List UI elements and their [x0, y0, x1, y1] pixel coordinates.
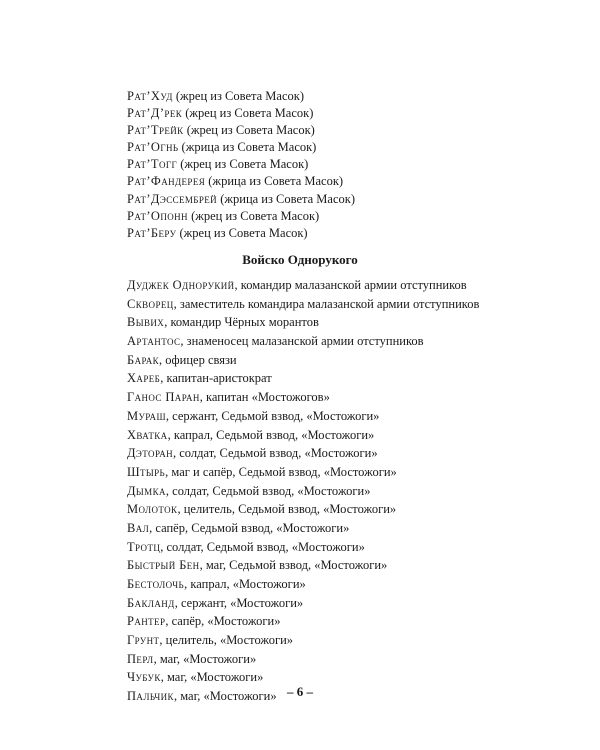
masks-council-entry: [127, 191, 355, 208]
army-roster-entry: [127, 409, 507, 425]
character-name: Рат’Тогг: [127, 157, 178, 172]
character-name: Бакланд: [127, 595, 175, 610]
masks-council-list: [127, 88, 355, 242]
character-name: Дымка: [127, 483, 166, 498]
character-description: , капрал, Седьмой взвод, «Мостожоги»: [167, 427, 375, 442]
masks-council-entry: [127, 139, 355, 156]
character-description: (жрец из Совета Масок): [180, 157, 309, 172]
character-name: Рат’Д’рек: [127, 106, 183, 121]
page-number: – 6 –: [287, 684, 313, 699]
character-name: Рат’Трейк: [127, 123, 184, 138]
character-name: Перл: [127, 651, 154, 666]
character-description: (жрица из Совета Масок): [208, 174, 344, 189]
character-name: Грунт: [127, 633, 160, 648]
character-description: , капрал, «Мостожоги»: [184, 577, 306, 591]
character-description: (жрец из Совета Масок): [191, 208, 320, 223]
character-description: , маг, «Мостожоги»: [153, 651, 257, 666]
character-description: (жрец из Совета Масок): [175, 89, 304, 103]
character-name: Дуджек Однорукий: [127, 278, 235, 292]
character-name: Хареб: [127, 371, 161, 386]
character-name: Молоток: [127, 502, 178, 517]
character-description: , заместитель командира малазанской армии отступников: [173, 296, 480, 311]
character-description: , маг и сапёр, Седьмой взвод, «Мостожоги»: [165, 464, 397, 479]
character-name: Вывих: [127, 315, 165, 330]
character-description: , солдат, Седьмой взвод, «Мостожоги»: [160, 539, 365, 554]
masks-council-entry: [127, 156, 355, 173]
character-description: (жрица из Совета Масок): [181, 140, 317, 155]
army-roster-entry: [127, 297, 507, 313]
masks-council-entry: [127, 225, 355, 242]
army-roster-entry: [127, 577, 507, 593]
army-roster-entry: [127, 371, 507, 387]
character-name: Пальчик: [127, 689, 174, 704]
character-name: Рат’Худ: [127, 89, 173, 103]
army-roster-entry: [127, 484, 507, 500]
character-description: (жрец из Совета Масок): [179, 225, 308, 240]
character-description: , целитель, Седьмой взвод, «Мостожоги»: [177, 502, 397, 517]
character-description: , сапёр, «Мостожоги»: [165, 614, 281, 629]
army-roster-entry: [127, 652, 507, 668]
character-description: , солдат, Седьмой взвод, «Мостожоги»: [173, 446, 378, 461]
character-name: Рантер: [127, 614, 166, 629]
masks-council-entry: [127, 105, 355, 122]
character-name: Скворец: [127, 296, 174, 311]
character-description: , сапёр, Седьмой взвод, «Мостожоги»: [149, 520, 350, 535]
character-description: , маг, «Мостожоги»: [160, 670, 264, 685]
character-name: Рат’Фандерея: [127, 174, 206, 189]
army-roster-entry: [127, 633, 507, 649]
army-roster-entry: [127, 521, 507, 537]
army-roster-entry: [127, 596, 507, 612]
character-description: , командир малазанской армии отступников: [234, 278, 467, 292]
army-roster-entry: [127, 540, 507, 556]
character-name: Рат’Опонн: [127, 208, 188, 223]
character-name: Рат’Дэссембрей: [127, 191, 218, 206]
character-name: Рат’Беру: [127, 225, 177, 240]
army-roster-entry: [127, 390, 507, 406]
masks-council-entry: [127, 122, 355, 139]
army-roster-entry: [127, 315, 507, 331]
character-description: , командир Чёрных морантов: [164, 315, 319, 330]
character-name: Дэторан: [127, 446, 173, 461]
character-description: (жрец из Совета Масок): [186, 123, 315, 138]
character-name: Тротц: [127, 539, 161, 554]
character-name: Штырь: [127, 464, 166, 479]
character-name: Мураш: [127, 408, 166, 423]
army-roster-entry: [127, 428, 507, 444]
character-name: Рат’Огнь: [127, 140, 179, 155]
army-roster-list: [127, 278, 507, 708]
character-description: (жрец из Совета Масок): [185, 106, 314, 121]
character-description: , целитель, «Мостожоги»: [159, 633, 294, 648]
character-name: Ганос Паран: [127, 390, 200, 405]
army-roster-entry: [127, 446, 507, 462]
character-name: Бестолочь: [127, 577, 185, 591]
character-name: Быстрый Бен: [127, 558, 200, 573]
army-roster-entry: [127, 278, 507, 294]
army-roster-entry: [127, 465, 507, 481]
character-name: Чубук: [127, 670, 161, 685]
character-name: Артантос: [127, 334, 181, 349]
character-description: , сержант, «Мостожоги»: [174, 595, 304, 610]
character-description: (жрица из Совета Масок): [220, 191, 356, 206]
masks-council-entry: [127, 88, 355, 105]
character-description: , маг, Седьмой взвод, «Мостожоги»: [199, 558, 388, 573]
character-description: , знаменосец малазанской армии отступников: [180, 334, 424, 349]
character-name: Хватка: [127, 427, 168, 442]
masks-council-entry: [127, 173, 355, 190]
character-name: Барак: [127, 352, 160, 367]
character-description: , капитан «Мостожогов»: [199, 390, 330, 405]
army-roster-entry: [127, 558, 507, 574]
army-roster-entry: [127, 334, 507, 350]
army-roster-entry: [127, 614, 507, 630]
section-heading: Войско Однорукого: [242, 252, 358, 267]
character-description: , солдат, Седьмой взвод, «Мостожоги»: [165, 483, 371, 498]
character-description: , маг, «Мостожоги»: [173, 689, 277, 704]
character-description: , сержант, Седьмой взвод, «Мостожоги»: [165, 408, 380, 423]
army-roster-entry: [127, 353, 507, 369]
masks-council-entry: [127, 208, 355, 225]
character-name: Вал: [127, 520, 150, 535]
character-description: , капитан-аристократ: [160, 371, 272, 386]
character-description: , офицер связи: [159, 352, 237, 367]
army-roster-entry: [127, 502, 507, 518]
